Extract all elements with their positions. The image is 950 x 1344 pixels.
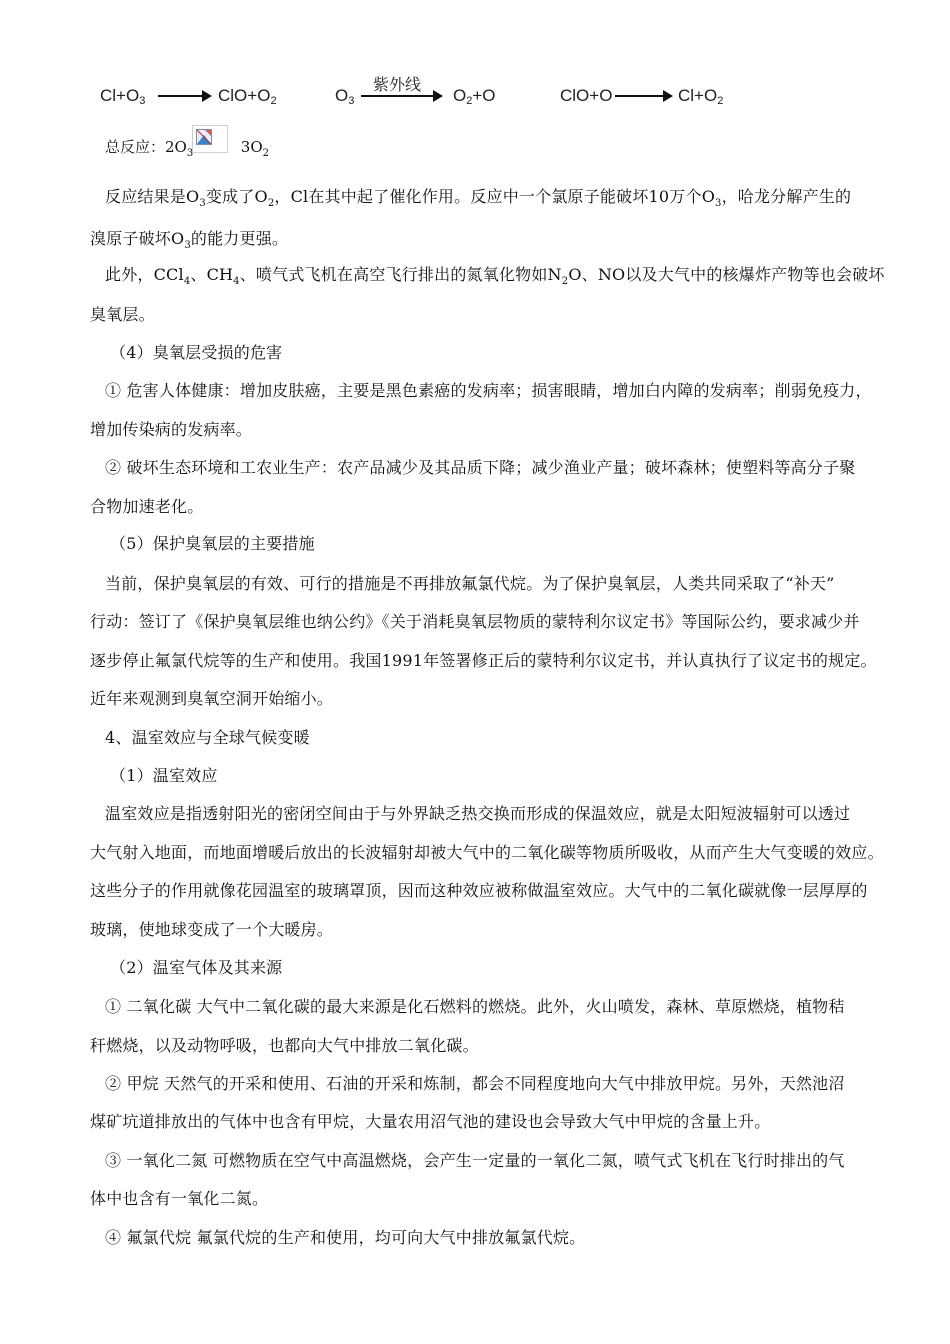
- text-line: 当前，保护臭氧层的有效、可行的措施是不再排放氟氯代烷。为了保护臭氧层，人类共同采取了“补天”: [105, 574, 835, 593]
- eq2-left: O: [335, 86, 349, 105]
- total-lhs: 2O: [165, 138, 187, 156]
- equation-cl-o3: [100, 78, 280, 118]
- text-line: ② 破坏生态环境和工农业生产：农产品减少及其品质下降；减少渔业产量；破坏森林；使塑料等高分子聚: [105, 458, 856, 477]
- text-line: 行动：签订了《保护臭氧层维也纳公约》《关于消耗臭氧层物质的蒙特利尔议定书》等国际公约，要求减少并: [90, 612, 860, 631]
- reaction-arrow: [158, 95, 210, 97]
- section-heading: （1）温室效应: [110, 766, 218, 785]
- eq2-right-a: O: [453, 86, 467, 105]
- eq1-left-sub: 3: [139, 95, 146, 107]
- equation-row: [0, 75, 950, 118]
- eq3-right: Cl+O: [678, 86, 718, 105]
- text-line: 增加传染病的发病率。: [90, 420, 253, 439]
- text-line: 体中也含有一氧化二氮。: [90, 1189, 269, 1208]
- text-line: 这些分子的作用就像花园温室的玻璃罩顶，因而这种效应被称做温室效应。大气中的二氧化碳就像一层厚厚的: [90, 881, 868, 900]
- text-line: 温室效应是指透射阳光的密闭空间由于与外界缺乏热交换而形成的保温效应，就是太阳短波辐射可以透过: [105, 804, 851, 823]
- text-line: ① 危害人体健康：增加皮肤癌，主要是黑色素癌的发病率；损害眼睛，增加白内障的发病率；削弱免疫力，: [105, 381, 872, 400]
- section-heading: 4、温室效应与全球气候变暖: [105, 728, 310, 747]
- text-line: 秆燃烧，以及动物呼吸，也都向大气中排放二氧化碳。: [90, 1036, 479, 1055]
- equation-o3-uv: [335, 75, 515, 118]
- text-line: ③ 一氧化二氮 可燃物质在空气中高温燃烧，会产生一定量的一氧化二氮，喷气式飞机在飞行时排出的气: [105, 1151, 845, 1170]
- eq1-right-sub: 2: [270, 95, 277, 107]
- uv-label: 紫外线: [373, 75, 422, 94]
- text-line: 合物加速老化。: [90, 497, 204, 516]
- eq1-left: Cl+O: [100, 86, 140, 105]
- reaction-arrow: [615, 95, 671, 97]
- eq2-right-b: +O: [472, 86, 496, 105]
- eq3-left: ClO+O: [560, 86, 613, 105]
- text-line: 此外，CCl$_4$、$CH_4$、喷气式飞机在高空飞行排出的氮氧化物如$N_2O$、NO以及大气中的核爆炸产物等也会破坏: [105, 265, 885, 288]
- eq2-right-a-sub: 2: [466, 95, 473, 107]
- equation-clo-o: [560, 78, 740, 118]
- section-heading: （2）温室气体及其来源: [110, 958, 283, 977]
- total-reaction: [105, 136, 269, 159]
- text-line: ④ 氟氯代烷 氟氯代烷的生产和使用，均可向大气中排放氟氯代烷。: [105, 1228, 586, 1247]
- section-heading: （5）保护臭氧层的主要措施: [110, 534, 315, 553]
- broken-image-placeholder: [192, 125, 228, 153]
- text-line: 臭氧层。: [90, 305, 155, 324]
- section-heading: （4）臭氧层受损的危害: [110, 343, 283, 362]
- text-line: 逐步停止氟氯代烷等的生产和使用。我国1991年签署修正后的蒙特利尔议定书，并认真执行了议定书的规定。: [90, 651, 877, 670]
- eq3-right-sub: 2: [717, 95, 724, 107]
- total-rhs-sub: 2: [262, 148, 270, 159]
- text-line: ① 二氧化碳 大气中二氧化碳的最大来源是化石燃料的燃烧。此外，火山喷发，森林、草原燃烧，植物秸: [105, 997, 845, 1016]
- text-line: 溴原子破坏$O_3$的能力更强。: [90, 229, 289, 252]
- total-rhs: 3O: [240, 138, 263, 156]
- text-line: 近年来观测到臭氧空洞开始缩小。: [90, 689, 334, 708]
- total-lhs-sub: 3: [186, 148, 194, 159]
- eq2-left-sub: 3: [348, 95, 355, 107]
- reaction-arrow: [361, 95, 441, 97]
- text-line: 反应结果是$O_3$变成了$O_2$，Cl在其中起了催化作用。反应中一个氯原子能破坏10万个$O_3$，哈龙分解产生的: [105, 187, 852, 210]
- total-reaction-label: 总反应：: [105, 138, 166, 156]
- text-line: ② 甲烷 天然气的开采和使用、石油的开采和炼制，都会不同程度地向大气中排放甲烷。另外，天然池沼: [105, 1074, 845, 1093]
- text-line: 大气射入地面，而地面增暖后放出的长波辐射却被大气中的二氧化碳等物质所吸收，从而产生大气变暖的效应。: [90, 843, 884, 862]
- broken-image-icon: [196, 129, 212, 145]
- text-line: 煤矿坑道排放出的气体中也含有甲烷，大量农用沼气池的建设也会导致大气中甲烷的含量上升。: [90, 1112, 771, 1131]
- eq1-right: ClO+O: [218, 86, 271, 105]
- text-line: 玻璃，使地球变成了一个大暖房。: [90, 920, 334, 939]
